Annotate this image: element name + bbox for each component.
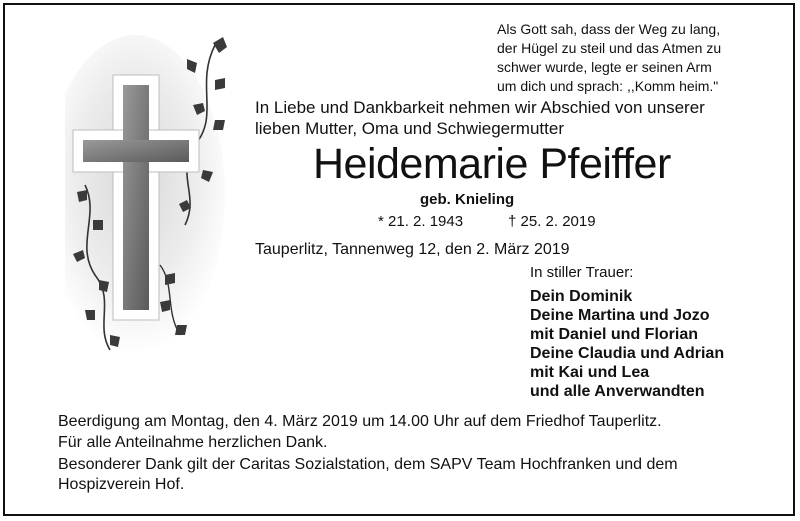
- cross-with-ivy-icon: [65, 25, 265, 355]
- intro-line: lieben Mutter, Oma und Schwiegermutter: [255, 119, 564, 138]
- special-thanks-line: Besonderer Dank gilt der Caritas Sozialstation, dem SAPV Team Hochfranken und dem: [58, 456, 678, 473]
- birth-date: * 21. 2. 1943: [378, 213, 464, 230]
- poem-line: schwer wurde, legte er seinen Arm: [497, 59, 712, 75]
- mourning-label: In stiller Trauer:: [530, 264, 634, 281]
- mourner-line: Deine Martina und Jozo: [530, 307, 710, 324]
- mourner-line: Dein Dominik: [530, 288, 633, 305]
- mourners-list: [530, 287, 724, 401]
- mourner-line: und alle Anverwandten: [530, 383, 705, 400]
- poem-line: um dich und sprach: ,,Komm heim.": [497, 78, 719, 94]
- poem-line: Als Gott sah, dass der Weg zu lang,: [497, 21, 721, 37]
- deceased-name: Heidemarie Pfeiffer: [313, 140, 671, 188]
- poem: [497, 20, 721, 96]
- poem-line: der Hügel zu steil und das Atmen zu: [497, 40, 722, 56]
- funeral-info: Beerdigung am Montag, den 4. März 2019 um 14.00 Uhr auf dem Friedhof Tauperlitz.: [58, 413, 662, 430]
- maiden-name: geb. Knieling: [420, 191, 515, 208]
- mourner-line: mit Kai und Lea: [530, 364, 650, 381]
- death-date: † 25. 2. 2019: [508, 213, 596, 230]
- mourner-line: Deine Claudia und Adrian: [530, 345, 725, 362]
- special-thanks-line-2: Hospizverein Hof.: [58, 476, 185, 493]
- place-date: Tauperlitz, Tannenweg 12, den 2. März 2019: [255, 241, 570, 258]
- thanks-line: Für alle Anteilnahme herzlichen Dank.: [58, 434, 328, 451]
- mourner-line: mit Daniel und Florian: [530, 326, 699, 343]
- intro-line: In Liebe und Dankbarkeit nehmen wir Abschied von unserer: [255, 98, 705, 117]
- intro-text: [255, 97, 705, 139]
